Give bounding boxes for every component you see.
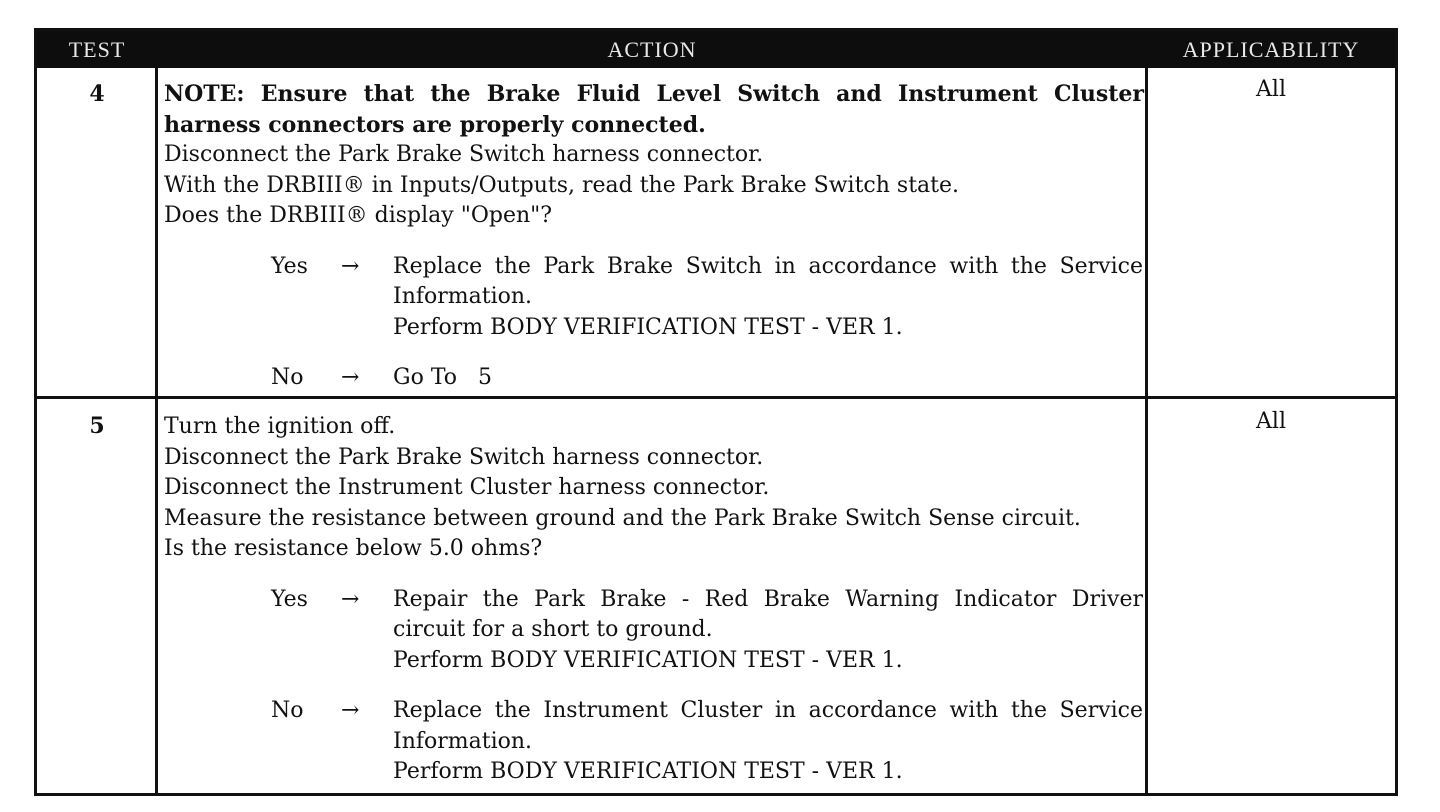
column-divider-action xyxy=(1145,68,1148,793)
no-line: Go To 5 xyxy=(393,365,492,390)
action-line: Is the resistance below 5.0 ohms? xyxy=(164,536,543,561)
yes-label: Yes xyxy=(271,586,308,612)
header-test: TEST xyxy=(68,37,126,62)
action-cell-4 xyxy=(164,79,1144,394)
action-line: Measure the resistance between ground and the Park Brake Switch Sense circuit. xyxy=(164,505,1081,531)
header-action: ACTION xyxy=(607,37,697,62)
no-line: Perform BODY VERIFICATION TEST - VER 1. xyxy=(393,759,903,784)
no-label: No xyxy=(271,365,304,390)
no-branch xyxy=(164,363,1144,394)
table-header xyxy=(37,31,1395,68)
yes-line: Replace the Park Brake Switch in accordance with the Service xyxy=(393,253,1143,279)
no-label: No xyxy=(271,698,304,723)
note-line: NOTE: Ensure that the Brake Fluid Level Switch and Instrument Cluster xyxy=(164,81,1144,107)
no-line: Information. xyxy=(393,728,533,754)
action-line: Disconnect the Park Brake Switch harness connector. xyxy=(164,444,764,470)
row-divider xyxy=(37,396,1395,399)
yes-label: Yes xyxy=(271,253,308,279)
applicability-4: All xyxy=(1256,77,1286,102)
note-line: harness connectors are properly connected. xyxy=(164,111,706,138)
arrow-right-icon: → xyxy=(341,365,360,390)
arrow-right-icon: → xyxy=(341,253,360,279)
no-branch xyxy=(164,696,1144,788)
yes-branch xyxy=(164,252,1144,344)
yes-branch xyxy=(164,585,1144,677)
yes-line: Perform BODY VERIFICATION TEST - VER 1. xyxy=(393,647,903,673)
action-line: Disconnect the Park Brake Switch harness connector. xyxy=(164,142,764,167)
yes-line: Perform BODY VERIFICATION TEST - VER 1. xyxy=(393,314,903,340)
diagnostic-table xyxy=(34,28,1398,796)
test-number-5: 5 xyxy=(89,413,105,439)
header-applicability: APPLICABILITY xyxy=(1182,37,1360,62)
action-line: Disconnect the Instrument Cluster harness connector. xyxy=(164,475,770,500)
arrow-right-icon: → xyxy=(341,698,360,723)
applicability-5: All xyxy=(1256,409,1286,434)
action-cell-5 xyxy=(164,412,1144,788)
action-line: Turn the ignition off. xyxy=(164,414,396,439)
test-number-4: 4 xyxy=(89,81,105,107)
action-line: Does the DRBIII® display "Open"? xyxy=(164,203,553,228)
action-line: With the DRBIII® in Inputs/Outputs, read the Park Brake Switch state. xyxy=(164,172,960,198)
arrow-right-icon: → xyxy=(341,586,360,612)
yes-line: Information. xyxy=(393,284,533,309)
yes-line: circuit for a short to ground. xyxy=(393,617,713,642)
no-line: Replace the Instrument Cluster in accordance with the Service xyxy=(393,698,1143,723)
yes-line: Repair the Park Brake - Red Brake Warning Indicator Driver xyxy=(393,586,1143,612)
